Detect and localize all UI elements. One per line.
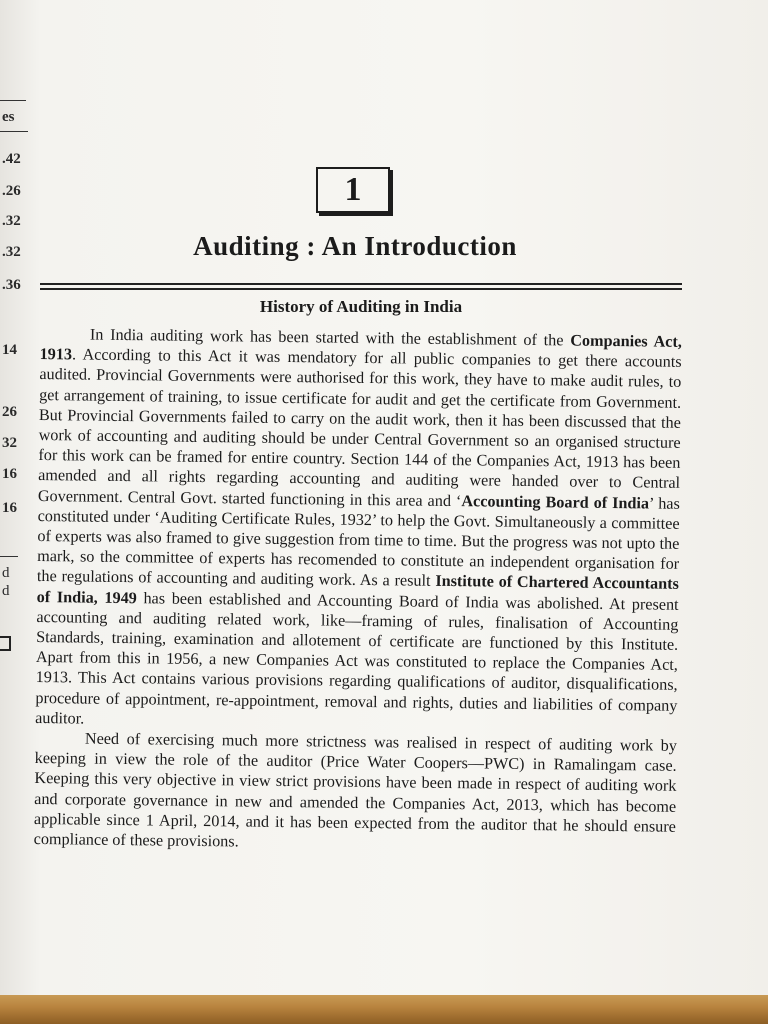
margin-fragment: .42 (2, 151, 21, 167)
text-run: ’ has constituted under ‘Auditing Certificate Rules, 1932’ to help the Govt. Simultaneously a committee of experts was also framed to give suggestion from time to time. But the progress was not upto the mark, so the committee of experts has recomended to constitute an independent organisation for the regulations of accounting and auditing work. As a result (36, 494, 680, 591)
margin-rule-under-es (0, 131, 28, 132)
margin-fragment: 32 (2, 435, 17, 451)
paragraph-1 (35, 324, 682, 736)
text-run: In India auditing work has been started with the establishment of the (89, 325, 571, 350)
page-edge-bottom (0, 995, 768, 1024)
section-heading: History of Auditing in India (259, 297, 463, 316)
margin-fragment-es: es (2, 109, 15, 125)
margin-fragment: 14 (2, 342, 17, 358)
bold-accounting-board: Accounting Board of India (461, 491, 650, 513)
body-text (34, 324, 682, 857)
text-run: . According to this Act it was mendatory for all public companies to get there accounts audited. Provincial Governments were authorised for this work, they have to make audit rules, to get arrangement of training, to issue certificate for audit and get the certificate from Government. But Provincial Governments failed to carry on the audit work, then it has been discussed that the work of accounting and auditing should be under Central Government so an organised structure for this work can be framed for entire country. Section 144 of the Companies Act, 1913 has been amended and all rights regarding accounting and auditing were handed over to Central Government. Central Govt. started functioning in this area and ‘ (37, 345, 682, 510)
margin-fragment: .26 (2, 183, 21, 199)
title-rule-top (40, 283, 682, 285)
title-rule-bottom (40, 288, 682, 290)
chapter-title: Auditing : An Introduction (193, 231, 517, 261)
margin-fragment: d (2, 583, 10, 599)
margin-fragment: .36 (2, 277, 21, 293)
margin-fragment: 16 (2, 466, 17, 482)
paragraph-2: Need of exercising much more strictness was realised in respect of auditing work by keeping in view the role of the auditor (Price Water Coopers—PWC) in Ramalingam case. Keeping this very objective in view strict provisions have been made in respect of auditing work and corporate governance in new and amended the Companies Act, 2013, which has become applicable since 1 April, 2014, and it has been expected from the auditor that he should ensure compliance of these provisions. (33, 729, 678, 851)
bold-companies-act: Companies Act, 1913 (39, 331, 682, 364)
margin-fragment: d (2, 565, 10, 581)
text-run: has been established and Accounting Board of India was abolished. At present accounting and auditing related work, like—framing of rules, finalisation of Accounting Standards, training, examination and allotement of certificate are functioned by this Institute. Apart from this in 1956, a new Companies Act was constituted to replace the Companies Act, 1913. This Act contains various provisions regarding qualifications of auditor, disqualifications, procedure of appointment, re-appointment, removal and rights, duties and liabilities of company auditor. (35, 588, 679, 728)
margin-fragment: .32 (2, 244, 21, 260)
margin-fragment: 16 (2, 500, 17, 516)
margin-rule-top (0, 100, 26, 101)
bold-institute: Institute of Chartered Accountants of India, 1949 (36, 572, 679, 607)
chapter-number: 1 (344, 171, 362, 208)
chapter-number-box (316, 167, 390, 213)
margin-fragment: .32 (2, 213, 21, 229)
margin-box-glyph (0, 636, 11, 651)
margin-rule-lower (0, 556, 18, 557)
margin-fragment: 26 (2, 404, 17, 420)
